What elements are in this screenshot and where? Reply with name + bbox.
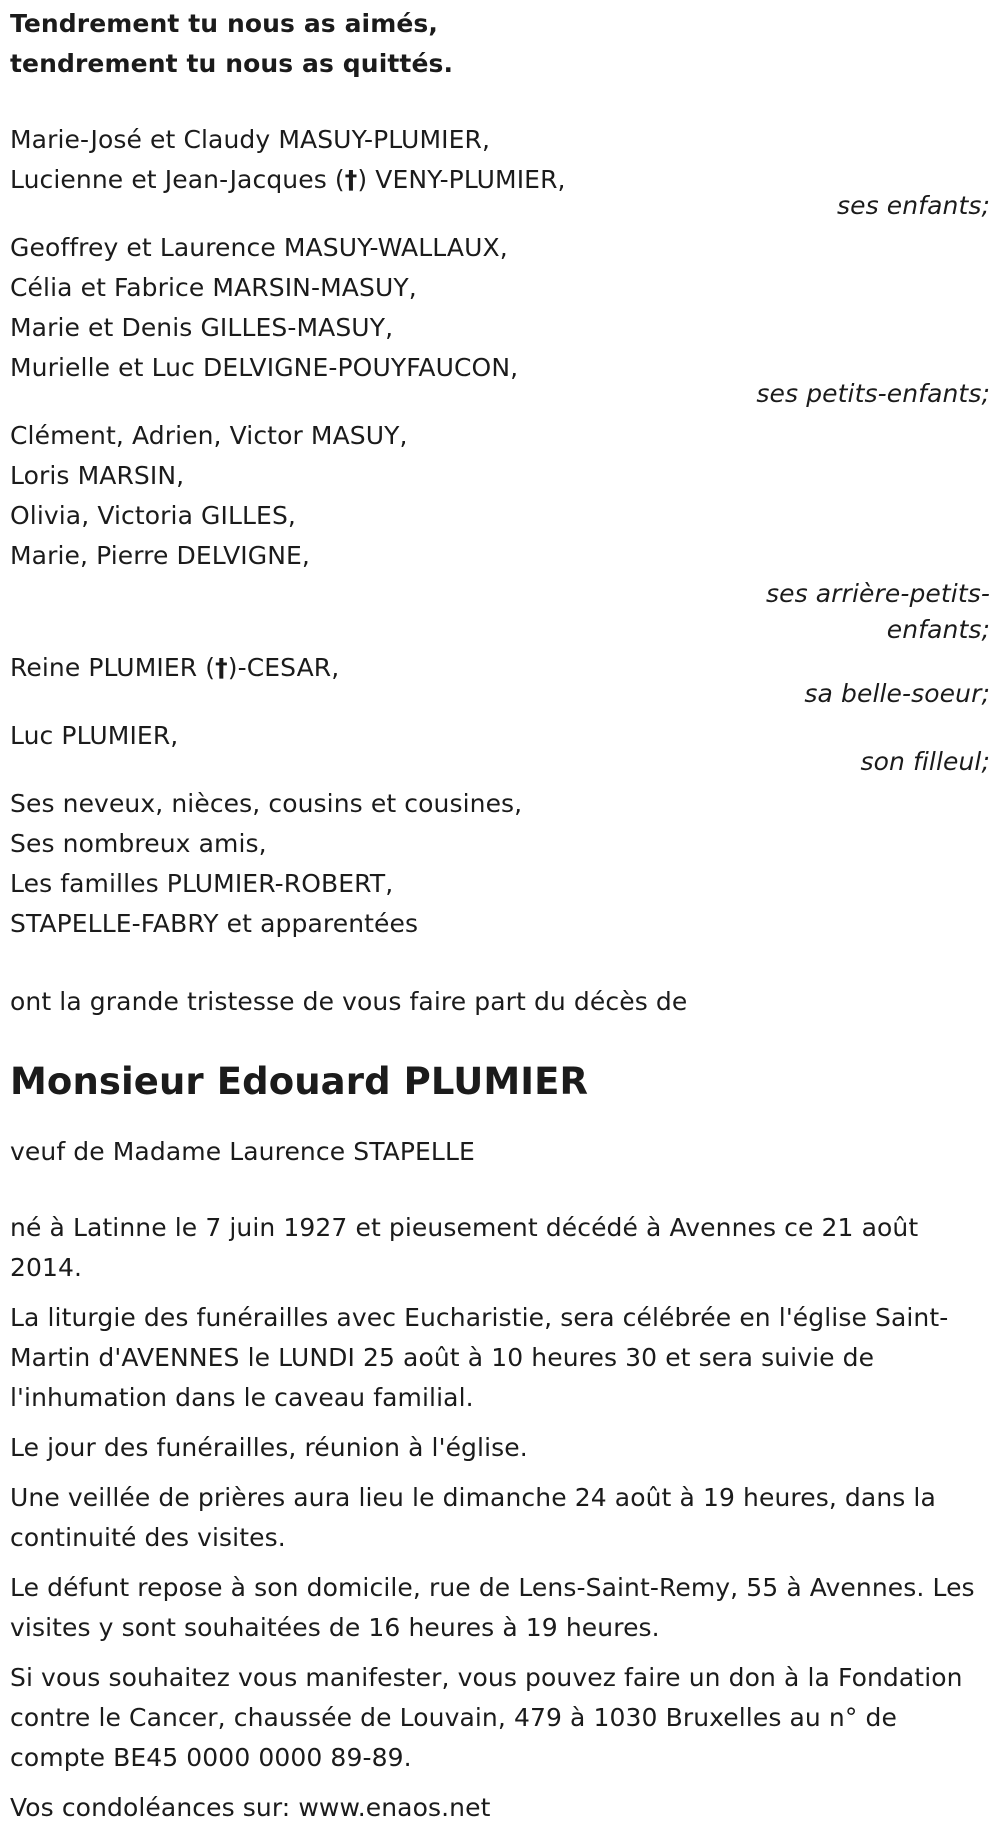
- others-line-3: Les familles PLUMIER-ROBERT,: [10, 869, 394, 898]
- child-line-1: Marie-José et Claudy MASUY-PLUMIER,: [10, 125, 491, 154]
- deceased-name: Monsieur Edouard PLUMIER: [10, 1060, 589, 1103]
- visitation-paragraph: Le défunt repose à son domicile, rue de Lens-Saint-Remy, 55 à Avennes. Les visites y sont souhaitées de 16 heures à 19 heures.: [10, 1573, 975, 1642]
- role-grandchildren: ses petits-enfants;: [756, 379, 990, 408]
- great-grandchild-line-2: Loris MARSIN,: [10, 461, 185, 490]
- widower-of: veuf de Madame Laurence STAPELLE: [10, 1137, 475, 1166]
- grandchild-line-2: Célia et Fabrice MARSIN-MASUY,: [10, 273, 417, 302]
- vigil-paragraph: Une veillée de prières aura lieu le dimanche 24 août à 19 heures, dans la continuité des visites.: [10, 1483, 936, 1552]
- epigraph-line-2: tendrement tu nous as quittés.: [10, 49, 454, 78]
- donation-paragraph: Si vous souhaitez vous manifester, vous pouvez faire un don à la Fondation contre le Cancer, chaussée de Louvain, 479 à 1030 Bruxelles au n° de compte BE45 0000 0000 89-89.: [10, 1663, 963, 1772]
- role-godson: son filleul;: [860, 747, 990, 776]
- others-line-4: STAPELLE-FABRY et apparentées: [10, 909, 419, 938]
- great-grandchild-line-3: Olivia, Victoria GILLES,: [10, 501, 296, 530]
- child-line-2: Lucienne et Jean-Jacques (†) VENY-PLUMIER,: [10, 160, 990, 200]
- role-children: ses enfants;: [836, 191, 990, 220]
- sister-in-law-group: [10, 648, 990, 712]
- grandchild-line-3: Marie et Denis GILLES-MASUY,: [10, 313, 394, 342]
- godson-line: Luc PLUMIER,: [10, 721, 179, 750]
- great-grandchildren-group: [10, 416, 990, 648]
- others-group: [10, 784, 990, 944]
- grandchild-line-1: Geoffrey et Laurence MASUY-WALLAUX,: [10, 233, 508, 262]
- others-line-2: Ses nombreux amis,: [10, 829, 267, 858]
- epigraph-line-1: Tendrement tu nous as aimés,: [10, 9, 439, 38]
- others-line-1: Ses neveux, nièces, cousins et cousines,: [10, 789, 523, 818]
- role-great-grandchildren-2: enfants;: [886, 615, 990, 644]
- great-grandchild-line-1: Clément, Adrien, Victor MASUY,: [10, 421, 408, 450]
- godson-group: [10, 716, 990, 780]
- sister-in-law-line: Reine PLUMIER (†)-CESAR,: [10, 648, 990, 688]
- grandchildren-group: [10, 228, 990, 412]
- condolences-paragraph: Vos condoléances sur: www.enaos.net: [10, 1793, 491, 1822]
- gathering-paragraph: Le jour des funérailles, réunion à l'église.: [10, 1433, 528, 1462]
- great-grandchild-line-4: Marie, Pierre DELVIGNE,: [10, 541, 310, 570]
- cross-icon: †: [344, 165, 358, 194]
- birth-death-paragraph: né à Latinne le 7 juin 1927 et pieusement décédé à Avennes ce 21 août 2014.: [10, 1213, 919, 1282]
- epigraph: [10, 0, 990, 84]
- role-great-grandchildren-1: ses arrière-petits-: [765, 579, 990, 608]
- children-group: [10, 120, 990, 224]
- announcement: ont la grande tristesse de vous faire part du décès de: [10, 987, 688, 1016]
- grandchild-line-4: Murielle et Luc DELVIGNE-POUYFAUCON,: [10, 353, 519, 382]
- funeral-paragraph: La liturgie des funérailles avec Eucharistie, sera célébrée en l'église Saint-Martin d'AVENNES le LUNDI 25 août à 10 heures 30 et sera suivie de l'inhumation dans le caveau familial.: [10, 1303, 949, 1412]
- cross-icon: †: [215, 653, 228, 682]
- role-sister-in-law: sa belle-soeur;: [804, 679, 990, 708]
